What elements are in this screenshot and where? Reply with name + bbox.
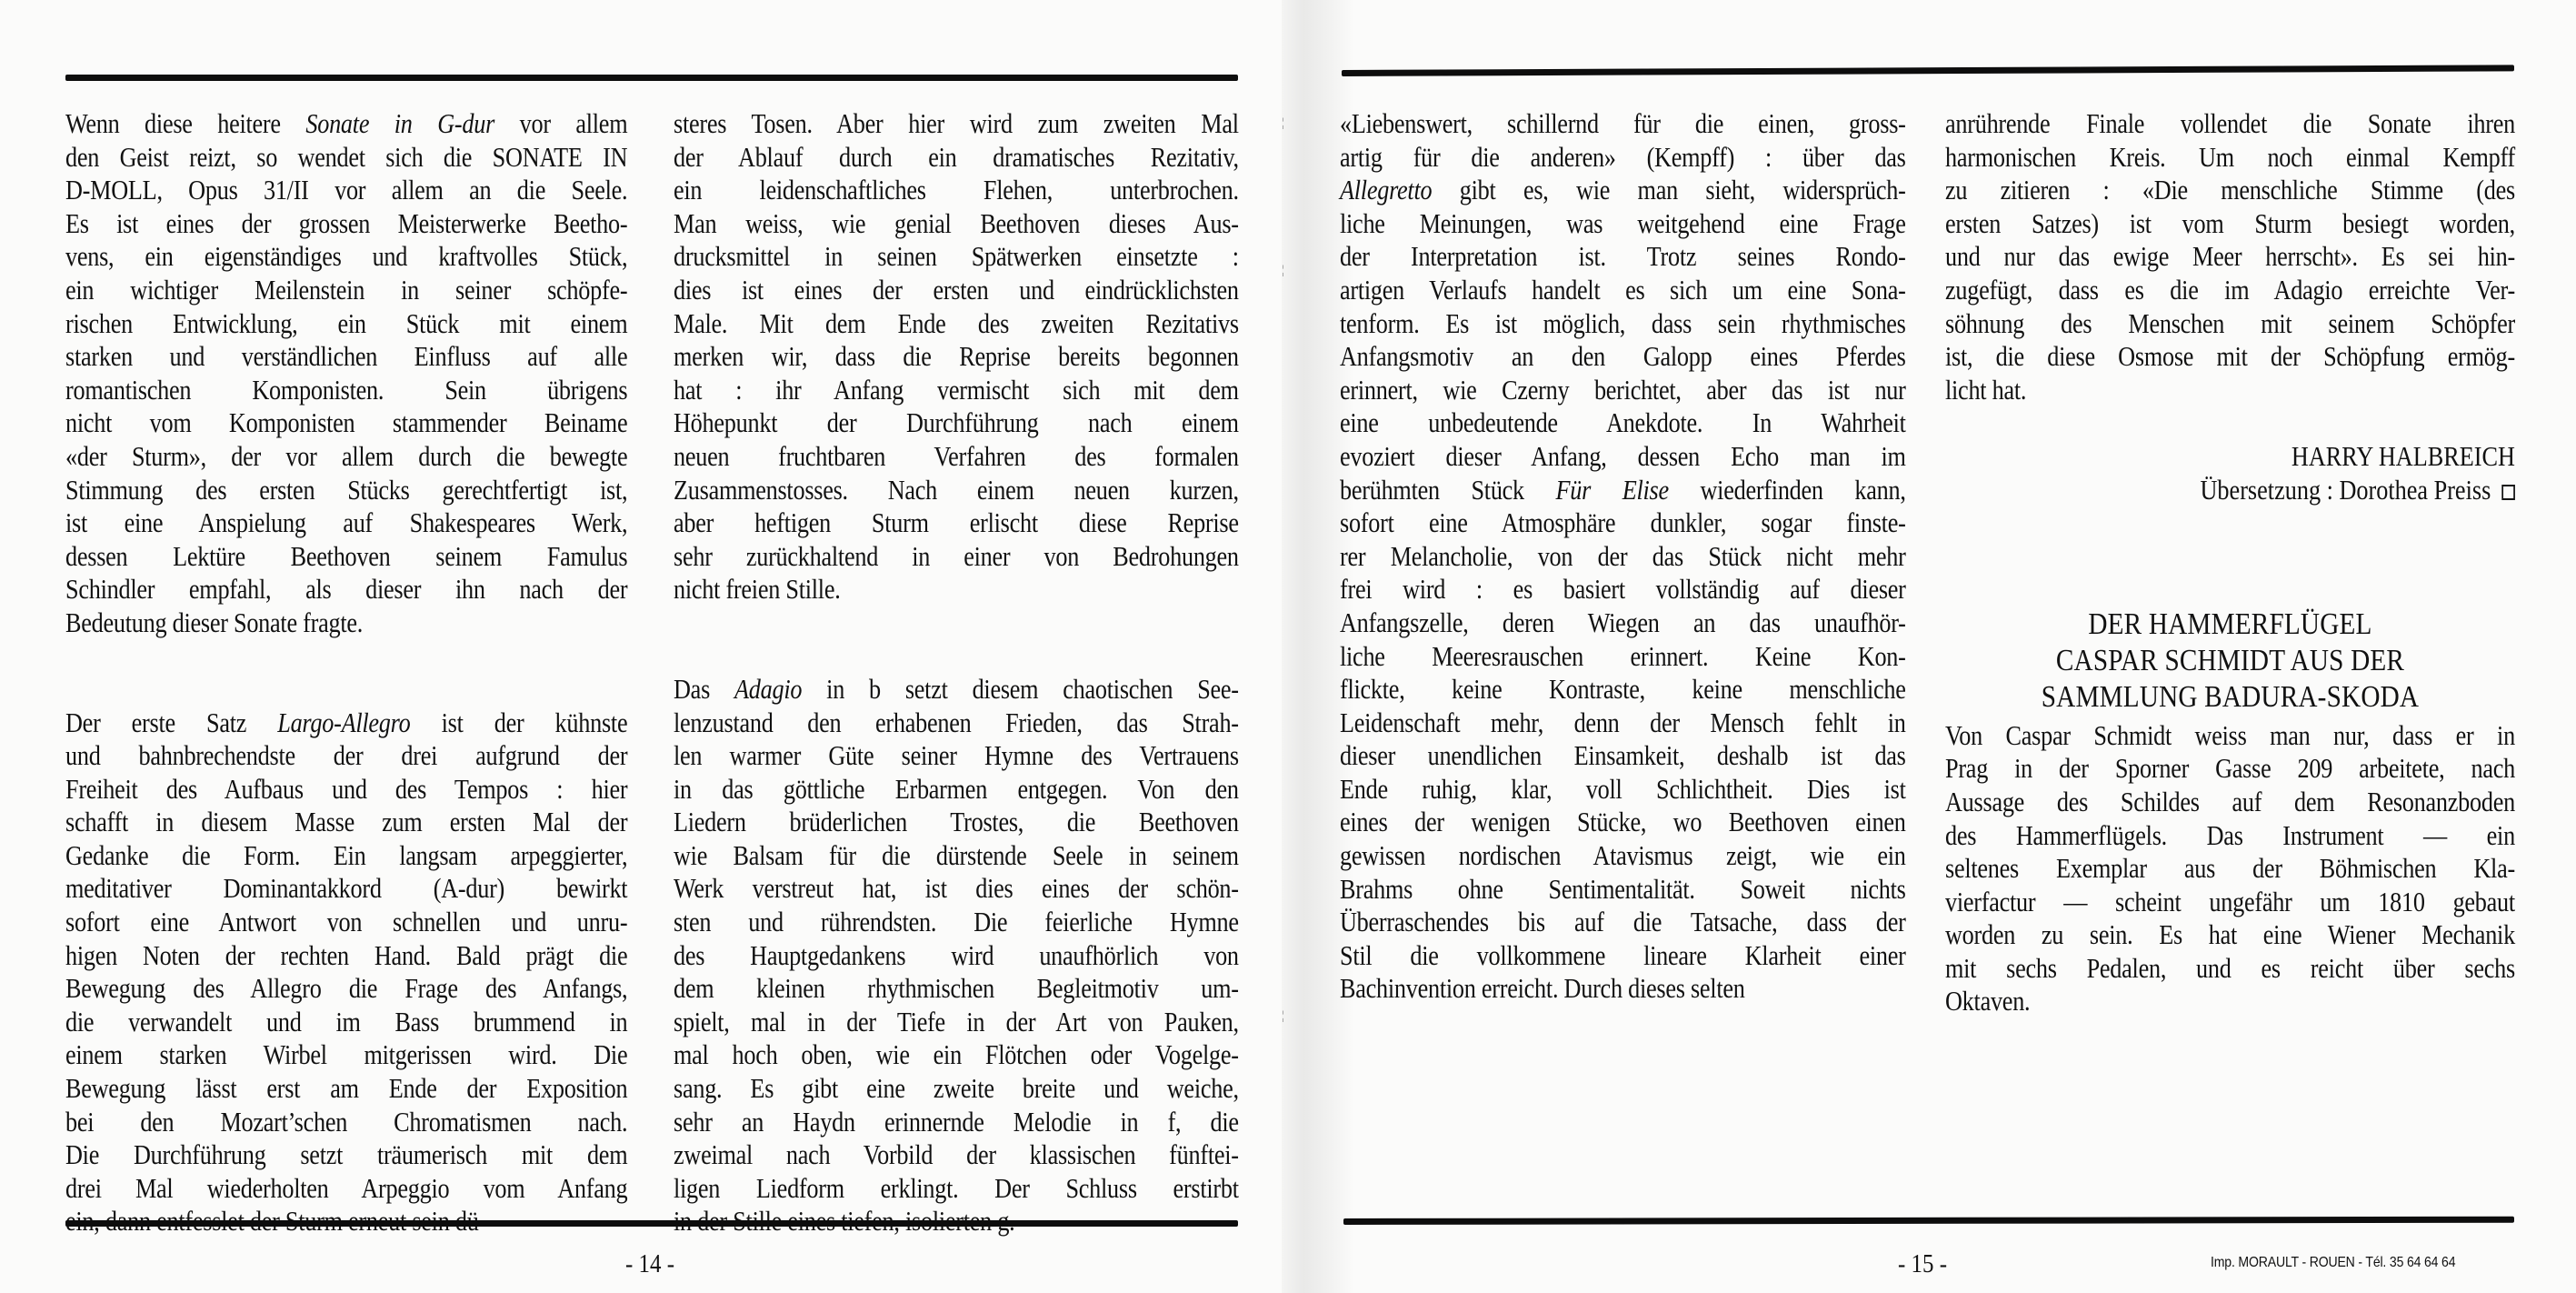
text-line: sehr zurückhaltend in einer von Bedrohungen bbox=[674, 540, 1239, 572]
text-line: ist, die diese Osmose mit der Schöpfung ermög- bbox=[1945, 341, 2515, 373]
text-line: starken und verständlichen Einfluss auf alle bbox=[65, 341, 628, 373]
page-number-right: - 15 - bbox=[1898, 1249, 1948, 1278]
text-line: lenzustand den erhabenen Frieden, das Strah- bbox=[674, 707, 1239, 738]
paragraph bbox=[65, 707, 627, 1239]
text-line: und nur das ewige Meer herrscht». Es sei hin- bbox=[1945, 241, 2515, 273]
top-rule-left bbox=[65, 75, 1238, 81]
text-line: Leidenschaft mehr, denn der Mensch fehlt in bbox=[1340, 707, 1906, 738]
text-line: Liedern brüderlichen Trostes, die Beethoven bbox=[674, 807, 1239, 838]
text-line: zweimal nach Vorbild der klassischen fünftei- bbox=[674, 1139, 1239, 1171]
section-heading bbox=[1945, 606, 2515, 716]
top-rule-right bbox=[1342, 65, 2514, 76]
text-line: len warmer Güte seiner Hymne des Vertrauens bbox=[674, 740, 1239, 772]
text-line: gewissen nordischen Atavismus zeigt, wie ein bbox=[1340, 840, 1906, 872]
text-line: nicht vom Komponisten stammender Beiname bbox=[65, 407, 628, 439]
bottom-rule-right bbox=[1343, 1217, 2514, 1225]
text-line: hat : ihr Anfang vermischt sich mit dem bbox=[674, 374, 1239, 406]
text-line: mal hoch oben, wie ein Flötchen oder Vogelge- bbox=[674, 1039, 1239, 1071]
text-line: neuen fruchtbaren Verfahren des formalen bbox=[674, 440, 1239, 472]
column-3 bbox=[1340, 107, 1906, 1006]
text-line: dies ist eines der ersten und eindrücklichsten bbox=[674, 274, 1239, 306]
text-line: D-MOLL, Opus 31/II vor allem an die Seele. bbox=[65, 175, 628, 206]
text-line: licht hat. bbox=[1945, 374, 2027, 406]
text-line: zu zitieren : «Die menschliche Stimme (des bbox=[1945, 175, 2515, 206]
text-line: aber heftigen Sturm erlischt diese Reprise bbox=[674, 507, 1239, 539]
section-heading-line: CASPAR SCHMIDT AUS DER bbox=[2055, 643, 2405, 677]
text-line: Es ist eines der grossen Meisterwerke Beetho- bbox=[65, 207, 628, 239]
text-line: liche Meeresrauschen erinnert. Keine Kon- bbox=[1340, 640, 1906, 672]
text-line: einem starken Wirbel mitgerissen wird. Die bbox=[65, 1039, 628, 1071]
text-line: der Ablauf durch ein dramatisches Rezitativ, bbox=[674, 141, 1239, 173]
text-line: Anfangsmotiv an den Galopp eines Pferdes bbox=[1340, 341, 1906, 373]
text-line: Werk verstreut hat, ist dies eines der schön- bbox=[674, 873, 1239, 905]
text-line: «Liebenswert, schillernd für die einen, gross- bbox=[1340, 108, 1906, 139]
binding-staple-mark: ¦ bbox=[1282, 1009, 1284, 1023]
text-line: Allegretto gibt es, wie man sieht, widersprüch- bbox=[1340, 175, 1906, 206]
text-line: rer Melancholie, von der das Stück nicht mehr bbox=[1340, 540, 1906, 572]
text-line: eines der wenigen Stücke, wo Beethoven einen bbox=[1340, 807, 1906, 838]
text-line: söhnung des Menschen mit seinem Schöpfer bbox=[1945, 307, 2515, 339]
text-line: drei Mal wiederholten Arpeggio vom Anfang bbox=[65, 1172, 628, 1204]
end-mark-square-icon bbox=[2501, 485, 2515, 500]
text-line: rischen Entwicklung, ein Stück mit einem bbox=[65, 307, 628, 339]
text-line: berühmten Stück Für Elise wiederfinden kann, bbox=[1340, 474, 1906, 506]
text-line: Überraschendes bis auf die Tatsache, dass der bbox=[1340, 907, 1906, 938]
text-line: Man weiss, wie genial Beethoven dieses Aus- bbox=[674, 207, 1239, 239]
text-line: Stimmung des ersten Stücks gerechtfertigt ist, bbox=[65, 474, 628, 506]
text-line: meditativer Dominantakkord (A-dur) bewirkt bbox=[65, 873, 628, 905]
text-line: Prag in der Sporner Gasse 209 arbeitete, nach bbox=[1945, 753, 2515, 785]
text-line: Aussage des Schildes auf dem Resonanzboden bbox=[1945, 786, 2515, 817]
text-line: sehr an Haydn erinnernde Melodie in f, die bbox=[674, 1106, 1239, 1138]
text-line: den Geist reizt, so wendet sich die SONATE IN bbox=[65, 141, 628, 173]
text-line: sang. Es gibt eine zweite breite und weiche, bbox=[674, 1073, 1239, 1105]
text-line: Wenn diese heitere Sonate in G-dur vor allem bbox=[65, 108, 628, 139]
text-line: harmonischen Kreis. Um noch einmal Kempff bbox=[1945, 141, 2515, 173]
text-line: evoziert dieser Anfang, dessen Echo man im bbox=[1340, 440, 1906, 472]
text-line: liche Meinungen, was weitgehend eine Frage bbox=[1340, 207, 1906, 239]
paragraph bbox=[1945, 107, 2515, 406]
text-line: zugefügt, dass es die im Adagio erreichte Ver- bbox=[1945, 274, 2515, 306]
paragraph bbox=[674, 107, 1239, 606]
text-line: Brahms ohne Sentimentalität. Soweit nichts bbox=[1340, 873, 1906, 905]
text-line: steres Tosen. Aber hier wird zum zweiten Mal bbox=[674, 108, 1239, 139]
text-line: mit sechs Pedalen, und es reicht über sechs bbox=[1945, 952, 2515, 984]
text-line: wie Balsam für die dürstende Seele in seinem bbox=[674, 839, 1239, 871]
text-line: ein leidenschaftliches Flehen, unterbrochen. bbox=[674, 175, 1239, 206]
italic-title: Allegretto bbox=[1340, 175, 1433, 206]
paragraph bbox=[65, 107, 627, 640]
text-line: sofort eine Antwort von schnellen und unru- bbox=[65, 907, 628, 938]
column-4 bbox=[1945, 107, 2515, 1018]
text-line: drucksmittel in seinen Spätwerken einsetzte : bbox=[674, 241, 1239, 273]
text-line: Bedeutung dieser Sonate fragte. bbox=[65, 606, 364, 638]
text-line: Zusammenstosses. Nach einem neuen kurzen, bbox=[674, 474, 1239, 506]
text-line: dessen Lektüre Beethoven seinem Famulus bbox=[65, 540, 628, 572]
text-line: Anfangszelle, deren Wiegen an das unaufhör- bbox=[1340, 606, 1906, 638]
text-line: ligen Liedform erklingt. Der Schluss erstirbt bbox=[674, 1172, 1239, 1204]
text-line: sofort eine Atmosphäre dunkler, sogar finste- bbox=[1340, 507, 1906, 539]
italic-title: Largo-Allegro bbox=[277, 707, 411, 738]
text-line: Ende ruhig, klar, voll Schlichtheit. Dies ist bbox=[1340, 773, 1906, 805]
text-line: artig für die anderen» (Kempff) : über das bbox=[1340, 141, 1906, 173]
section-heading-line: SAMMLUNG BADURA-SKODA bbox=[2041, 679, 2420, 714]
text-line: artigen Verlaufs handelt es sich um eine Sona- bbox=[1340, 274, 1906, 306]
text-line: tenform. Es ist möglich, dass sein rhythmisches bbox=[1340, 307, 1906, 339]
paragraph bbox=[674, 673, 1239, 1238]
text-line: die verwandelt und im Bass brummend in bbox=[65, 1006, 628, 1037]
text-line: ein wichtiger Meilenstein in seiner schöpfe- bbox=[65, 274, 628, 306]
text-line: vierfactur — scheint ungefähr um 1810 gebaut bbox=[1945, 886, 2515, 917]
section-heading-line: DER HAMMERFLÜGEL bbox=[2088, 606, 2372, 641]
printer-imprint: Imp. MORAULT - ROUEN - Tél. 35 64 64 64 bbox=[2211, 1255, 2456, 1270]
text-line: des Hauptgedankens wird unaufhörlich von bbox=[674, 939, 1239, 971]
text-line: spielt, mal in der Tiefe in der Art von Pauken, bbox=[674, 1006, 1239, 1037]
text-line: sten und rührendsten. Die feierliche Hymne bbox=[674, 907, 1239, 938]
paragraph bbox=[1945, 719, 2515, 1018]
text-line: Bewegung lässt erst am Ende der Exposition bbox=[65, 1073, 628, 1105]
text-line: eine unbedeutende Anekdote. In Wahrheit bbox=[1340, 407, 1906, 439]
text-line: Von Caspar Schmidt weiss man nur, dass er in bbox=[1945, 719, 2515, 751]
text-line: Das Adagio in b setzt diesem chaotischen See- bbox=[674, 673, 1239, 705]
binding-staple-mark: ¦ bbox=[1282, 116, 1284, 130]
text-line: dem kleinen rhythmischen Begleitmotiv um- bbox=[674, 973, 1239, 1005]
italic-title: Für Elise bbox=[1555, 474, 1669, 506]
text-line: Der erste Satz Largo-Allegro ist der kühnste bbox=[65, 707, 628, 738]
text-line: nicht freien Stille. bbox=[674, 574, 841, 606]
author-signature: HARRY HALBREICH bbox=[2291, 440, 2515, 472]
text-line: anrührende Finale vollendet die Sonate ihren bbox=[1945, 108, 2515, 139]
column-4-text bbox=[1945, 107, 2515, 406]
text-line: Stil die vollkommene lineare Klarheit einer bbox=[1340, 939, 1906, 971]
text-line: Gedanke die Form. Ein langsam arpeggierter, bbox=[65, 839, 628, 871]
italic-title: Sonate in G-dur bbox=[305, 108, 495, 139]
binding-staple-mark: ¦ bbox=[1282, 264, 1284, 277]
text-line: ist eine Anspielung auf Shakespeares Werk, bbox=[65, 507, 628, 539]
column-1 bbox=[65, 107, 627, 1238]
translation-credit-text: Übersetzung : Dorothea Preiss bbox=[2200, 474, 2491, 506]
text-line: romantischen Komponisten. Sein übrigens bbox=[65, 374, 628, 406]
text-line: dieser unendlichen Einsamkeit, deshalb ist das bbox=[1340, 740, 1906, 772]
section-body bbox=[1945, 719, 2515, 1018]
text-line: bei den Mozart’schen Chromatismen nach. bbox=[65, 1106, 628, 1138]
text-line: higen Noten der rechten Hand. Bald prägt die bbox=[65, 939, 628, 971]
text-line: Höhepunkt der Durchführung nach einem bbox=[674, 407, 1239, 439]
column-2 bbox=[674, 107, 1239, 1238]
text-line: seltenes Exemplar aus der Böhmischen Kla- bbox=[1945, 853, 2515, 885]
italic-title: Adagio bbox=[734, 673, 803, 705]
text-line: in das göttliche Erbarmen entgegen. Von den bbox=[674, 773, 1239, 805]
page-number-left: - 14 - bbox=[625, 1249, 675, 1278]
paragraph bbox=[1340, 107, 1906, 1006]
translation-credit bbox=[1945, 474, 2515, 507]
text-line: Male. Mit dem Ende des zweiten Rezitativs bbox=[674, 307, 1239, 339]
text-line: worden zu sein. Es hat eine Wiener Mechanik bbox=[1945, 919, 2515, 951]
text-line: «der Sturm», der vor allem durch die bewegte bbox=[65, 440, 628, 472]
text-line: flickte, keine Kontraste, keine menschliche bbox=[1340, 674, 1906, 706]
text-line: und bahnbrechendste der drei aufgrund der bbox=[65, 740, 628, 772]
text-line: Bewegung des Allegro die Frage des Anfangs, bbox=[65, 973, 628, 1005]
text-line: vens, ein eigenständiges und kraftvolles Stück, bbox=[65, 241, 628, 273]
text-line: frei wird : es basiert vollständig auf dieser bbox=[1340, 574, 1906, 606]
text-line: des Hammerflügels. Das Instrument — ein bbox=[1945, 819, 2515, 851]
text-line: Bachinvention erreicht. Durch dieses selten bbox=[1340, 973, 1745, 1005]
text-line: merken wir, dass die Reprise bereits begonnen bbox=[674, 341, 1239, 373]
text-line: Oktaven. bbox=[1945, 986, 2031, 1017]
text-line: ersten Satzes) ist vom Sturm besiegt worden, bbox=[1945, 207, 2515, 239]
text-line: der Interpretation ist. Trotz seines Rondo- bbox=[1340, 241, 1906, 273]
text-line: erinnert, wie Czerny berichtet, aber das ist nur bbox=[1340, 374, 1906, 406]
bottom-rule-left bbox=[65, 1220, 1238, 1227]
text-line: Die Durchführung setzt träumerisch mit dem bbox=[65, 1139, 628, 1171]
text-line: schafft in diesem Masse zum ersten Mal der bbox=[65, 807, 628, 838]
text-line: Freiheit des Aufbaus und des Tempos : hier bbox=[65, 773, 628, 805]
text-line: Schindler empfahl, als dieser ihn nach der bbox=[65, 574, 628, 606]
